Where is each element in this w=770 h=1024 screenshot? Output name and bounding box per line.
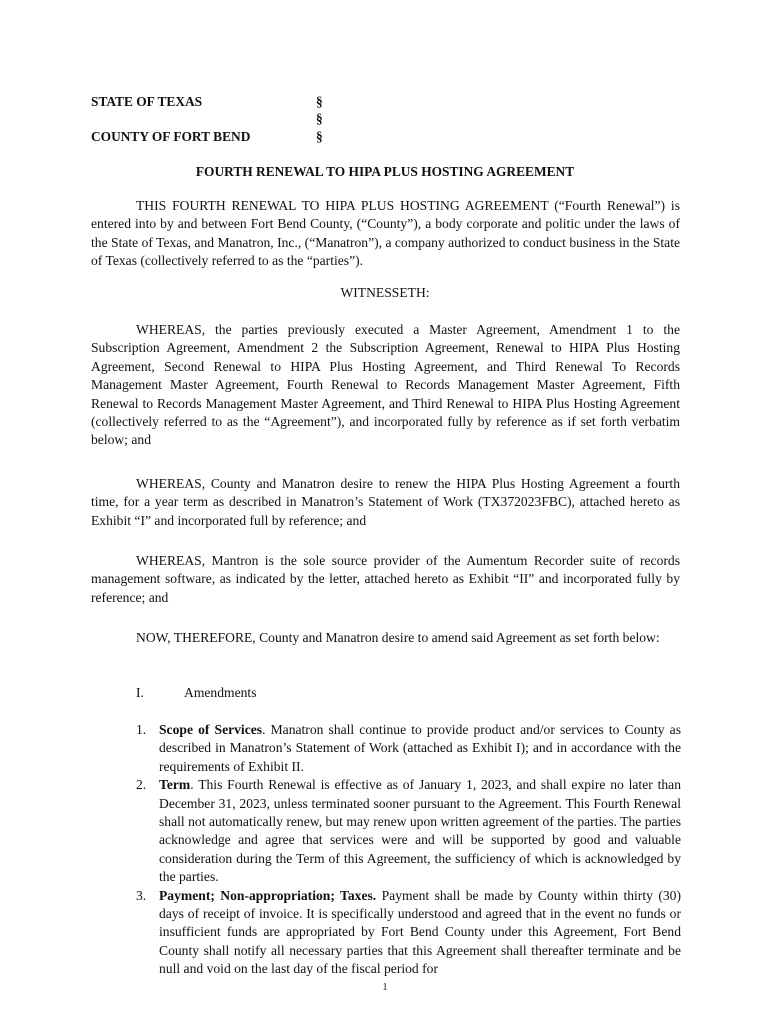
whereas-paragraph: WHEREAS, the parties previously executed a Master Agreement, Amendment 1 to the Subscription Agreement, Amendment 2 the Subscription Agreement, Renewal to HIPA Plus Hosting Agreement, Second Renewal to HIPA Plus Hosting Agreement, and Third Renewal To Records Management Master Agreement, Fourth Renewal to Records Management Master Agreement, Fifth Renewal to Records Management Master Agreement, and Third Renewal to HIPA Plus Hosting Agreement (collectively referred to as the “Agreement”), and incorporated fully by reference as if set forth verbatim below; and (91, 322, 680, 448)
section-mark: § (316, 94, 323, 109)
item-heading: Term (159, 777, 191, 793)
witnesseth-heading: WITNESSETH: (340, 285, 430, 300)
item-number: 1. (136, 722, 147, 737)
section-mark: § (316, 129, 323, 144)
list-item (136, 776, 681, 886)
whereas-paragraph: WHEREAS, County and Manatron desire to renew the HIPA Plus Hosting Agreement a fourth time, for a year term as described in Manatron’s Statement of Work (TX372023FBC), attached hereto as Exhibit “I” and incorporated full by reference; and (91, 476, 680, 528)
whereas-paragraph: WHEREAS, Mantron is the sole source provider of the Aumentum Recorder suite of records management software, as indicated by the letter, attached hereto as Exhibit “II” and incorporated fully by reference; and (91, 553, 680, 605)
item-text: . This Fourth Renewal is effective as of January 1, 2023, and shall expire no later than December 31, 2023, unless terminated sooner pursuant to the Agreement. This Fourth Renewal shall not automatically renew, but may renew upon written agreement of the parties. The parties acknowledge and agree that services were and will be supported by good and valuable consideration during the Term of this Agreement, the sufficiency of which is acknowledged by the parties. (159, 777, 681, 885)
caption-county: COUNTY OF FORT BEND (91, 129, 251, 144)
list-item (136, 721, 681, 776)
item-text: . Manatron shall continue to provide product and/or services to County as described in Manatron’s Statement of Work (attached as Exhibit I); and in accordance with the requirements of Exhibit II. (159, 722, 681, 774)
section-title: Amendments (184, 685, 257, 700)
section-mark: § (316, 111, 323, 126)
now-therefore-paragraph: NOW, THEREFORE, County and Manatron desire to amend said Agreement as set forth below: (136, 630, 660, 645)
page-number: 1 (382, 982, 388, 993)
item-number: 2. (136, 777, 147, 793)
item-heading: Payment; Non-appropriation; Taxes. (159, 887, 377, 903)
item-text: Payment shall be made by County within thirty (30) days of receipt of invoice. It is specifically understood and agreed that in the event no funds or insufficient funds are appropriated by Fort Bend County under this Agreement, Fort Bend County shall notify all necessary parties that this Agreement shall thereafter terminate and be null and void on the last day of the fiscal period for (159, 887, 681, 977)
item-number: 3. (136, 887, 147, 903)
document-title: FOURTH RENEWAL TO HIPA PLUS HOSTING AGREEMENT (195, 164, 575, 179)
item-heading: Scope of Services (159, 722, 263, 737)
section-number: I. (136, 685, 144, 700)
amendments-list (136, 721, 681, 979)
list-item (136, 887, 681, 979)
intro-paragraph: THIS FOURTH RENEWAL TO HIPA PLUS HOSTING AGREEMENT (“Fourth Renewal”) is entered into by and between Fort Bend County, (“County”), a body corporate and politic under the laws of the State of Texas, and Manatron, Inc., (“Manatron”), a company authorized to conduct business in the State of Texas (collectively referred to as the “parties”). (91, 198, 680, 269)
caption-state: STATE OF TEXAS (91, 94, 203, 109)
